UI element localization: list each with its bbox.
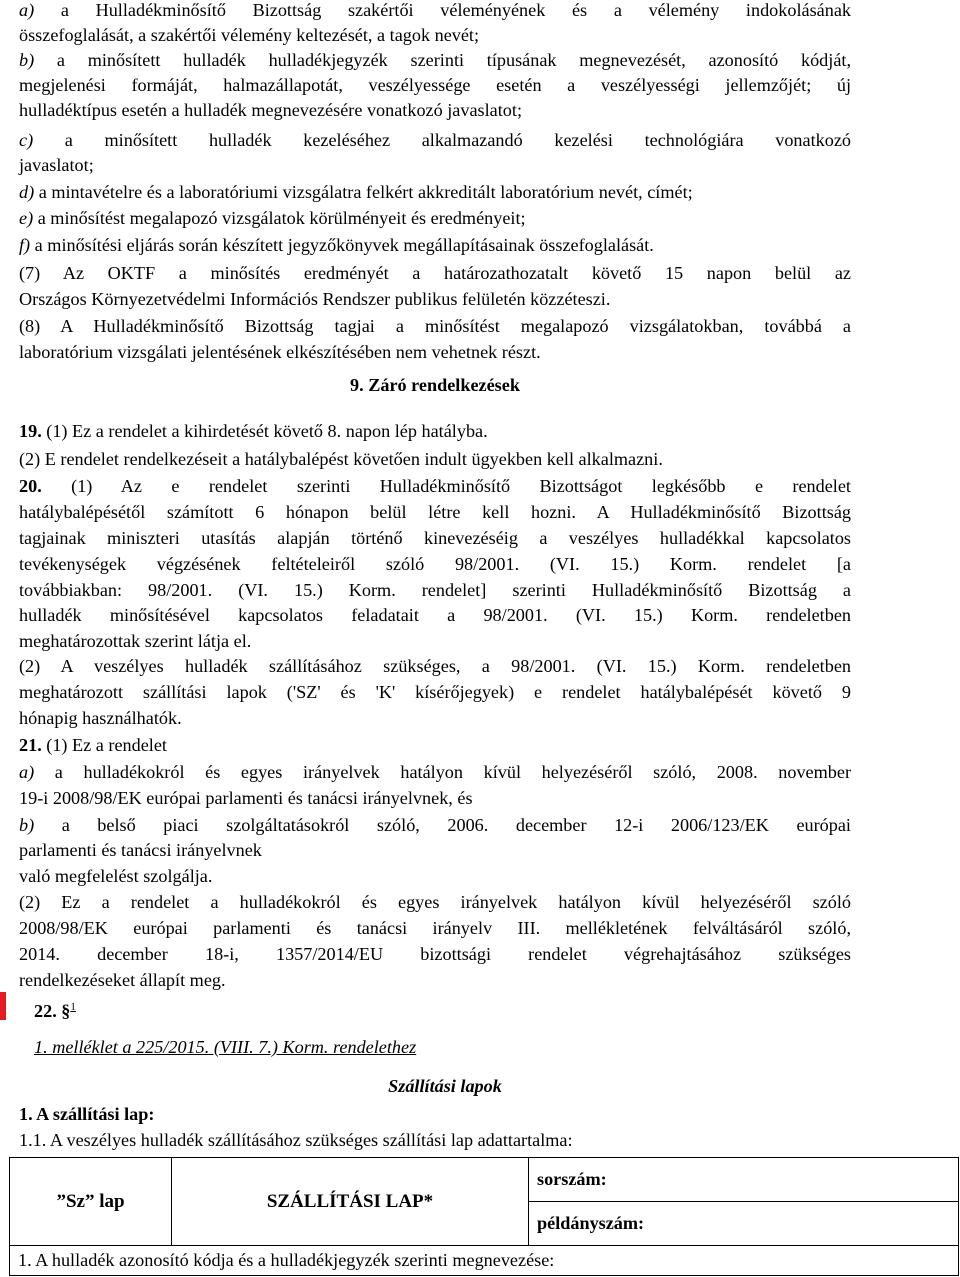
text: (1) Az e rendelet szerinti Hulladékminősítő Bizottságot legkésőbb e rendelet <box>41 476 851 496</box>
item-a-line1 <box>19 0 851 21</box>
art-20-line1 <box>19 476 851 497</box>
text: továbbiakban: 98/2001. (VI. 15.) Korm. rendelet] szerinti Hulladékminősítő Bizottság a <box>19 580 851 600</box>
item-e <box>19 208 851 229</box>
text: (2) A veszélyes hulladék szállításához szükséges, a 98/2001. (VI. 15.) Korm. rendeletben <box>19 656 851 676</box>
item-b-line2 <box>19 75 851 96</box>
item-d <box>19 182 851 203</box>
text: (2) Ez a rendelet a hulladékokról és egyes irányelvek hatályon kívül helyezéséről szóló <box>19 892 851 912</box>
art-20-line6 <box>19 605 851 626</box>
text: összefoglalását, a szakértői vélemény keltezését, a tagok nevét; <box>19 25 480 45</box>
art-20-line4 <box>19 554 851 575</box>
text: a minősítési eljárás során készített jegyzőkönyvek megállapításainak összefoglalását. <box>30 235 654 255</box>
item-label: a) <box>19 0 35 20</box>
section-heading <box>19 375 851 396</box>
annex-title <box>34 1037 866 1058</box>
item-c-line1 <box>19 130 851 151</box>
item-label: b) <box>19 815 35 835</box>
peldanyszam-label: példányszám: <box>537 1213 645 1233</box>
art-21-para2-line2 <box>19 918 851 939</box>
text: a minősítést megalapozó vizsgálatok körülményeit és eredményeit; <box>33 208 526 228</box>
text: rendelkezéseket állapít meg. <box>19 970 226 990</box>
text: tevékenységek végzésének feltételeiről szóló 98/2001. (VI. 15.) Korm. rendelet [a <box>19 554 851 574</box>
para-7-line2 <box>19 289 851 310</box>
text: meghatározott szállítási lapok ('SZ' és 'K' kísérőjegyek) e rendelet hatálybalépését követő 9 <box>19 682 851 702</box>
title-cell <box>172 1158 529 1246</box>
text: 2014. december 18-i, 1357/2014/EU bizottsági rendelet végrehajtásához szükséges <box>19 944 851 964</box>
text: a hulladékokról és egyes irányelvek hatályon kívül helyezéséről szóló, 2008. november <box>34 762 851 782</box>
item-b-line1 <box>19 50 851 71</box>
art-21-a-line1 <box>19 762 851 783</box>
section-1-heading <box>19 1104 851 1125</box>
text: (7) Az OKTF a minősítés eredményét a határozathozatalt követő 15 napon belül az <box>19 263 851 283</box>
item-a-line2 <box>19 25 851 46</box>
art-19-para-1 <box>19 421 851 442</box>
text: 2008/98/EK európai parlamenti és tanácsi irányelv III. mellékletének felváltásáról szóló, <box>19 918 851 938</box>
text: 1.1. A veszélyes hulladék szállításához szükséges szállítási lap adattartalma: <box>19 1130 573 1150</box>
transport-form-table <box>9 1157 959 1276</box>
text: megjelenési formáját, halmazállapotát, veszélyessége esetén a veszélyességi jellemzőjét; új <box>19 75 851 95</box>
text: (2) E rendelet rendelkezéseit a hatálybalépést követően indult ügyekben kell alkalmazni. <box>19 449 663 469</box>
text: (8) A Hulladékminősítő Bizottság tagjai a minősítést megalapozó vizsgálatokban, továbbá a <box>19 316 851 336</box>
art-21-para2-line1 <box>19 892 851 913</box>
para-8-line1 <box>19 316 851 337</box>
text: javaslatot; <box>19 155 94 175</box>
text: parlamenti és tanácsi irányelvnek <box>19 840 262 860</box>
text: a minősített hulladék hulladékjegyzék szerinti típusának megnevezését, azonosító kódját, <box>34 50 851 70</box>
text: 1. A szállítási lap: <box>19 1104 155 1124</box>
art-20-line2 <box>19 502 851 523</box>
item-label: f) <box>19 235 31 255</box>
text: hónapig használhatók. <box>19 708 182 728</box>
art-21-para2-line4 <box>19 970 851 991</box>
row1-text: 1. A hulladék azonosító kódja és a hulladékjegyzék szerinti megnevezése: <box>18 1250 555 1270</box>
annex-subtitle <box>29 1076 861 1097</box>
article-number: 19. <box>19 421 42 441</box>
item-label: a) <box>19 762 35 782</box>
footnote-link[interactable]: 1 <box>70 1001 76 1013</box>
sorszam-cell <box>529 1158 959 1202</box>
text: 19-i 2008/98/EK európai parlamenti és tanácsi irányelvnek, és <box>19 788 473 808</box>
text: meghatározottak szerint látja el. <box>19 631 252 651</box>
item-b-line3 <box>19 100 851 121</box>
peldanyszam-cell <box>529 1202 959 1246</box>
text: a mintavételre és a laboratóriumi vizsgálatra felkért akkreditált laboratórium nevét, címét; <box>34 182 693 202</box>
text: Országos Környezetvédelmi Információs Rendszer publikus felületén közzéteszi. <box>19 289 611 309</box>
art-21-intro <box>19 735 851 756</box>
item-f <box>19 235 851 256</box>
sz-lap-cell <box>10 1158 172 1246</box>
para-7-line1 <box>19 263 851 284</box>
heading-text: 9. Záró rendelkezések <box>350 375 520 395</box>
article-number: 20. <box>19 476 42 496</box>
art-21-a-line2 <box>19 788 851 809</box>
art-21-b-line2 <box>19 840 851 861</box>
text: hulladéktípus esetén a hulladék megnevezésére vonatkozó javaslatot; <box>19 100 522 120</box>
sorszam-label: sorszám: <box>537 1169 607 1189</box>
art-22 <box>34 997 866 1022</box>
art-21-closing <box>19 866 851 887</box>
text: hatálybalépésétől számított 6 hónapon belül létre kell hozni. A Hulladékminősítő Bizottság <box>19 502 851 522</box>
text: laboratórium vizsgálati jelentésének elkészítésében nem vehetnek részt. <box>19 342 541 362</box>
art-20-line3 <box>19 528 851 549</box>
item-label: d) <box>19 182 35 202</box>
art-20-line5 <box>19 580 851 601</box>
art-19-para-2 <box>19 449 851 470</box>
text: hulladék minősítésével kapcsolatos feladatait a 98/2001. (VI. 15.) Korm. rendeletben <box>19 605 851 625</box>
text: § <box>56 1001 71 1022</box>
form-title: SZÁLLÍTÁSI LAP* <box>266 1190 434 1212</box>
art-20-para2-line1 <box>19 656 851 677</box>
item-label: c) <box>19 130 34 150</box>
art-20-line7 <box>19 631 851 652</box>
art-20-para2-line2 <box>19 682 851 703</box>
row1-cell <box>10 1246 959 1276</box>
text: való megfelelést szolgálja. <box>19 866 213 886</box>
sz-lap-label: ”Sz” lap <box>56 1190 125 1212</box>
art-21-b-line1 <box>19 815 851 836</box>
art-20-para2-line3 <box>19 708 851 729</box>
item-label: b) <box>19 50 35 70</box>
text: a Hulladékminősítő Bizottság szakértői véleményének és a vélemény indokolásának <box>34 0 851 20</box>
art-21-para2-line3 <box>19 944 851 965</box>
section-1-1 <box>19 1130 851 1151</box>
item-c-line2 <box>19 155 851 176</box>
text: tagjainak miniszteri utasítás alapján történő kinevezéséig a veszélyes hulladékkal kapcsolatos <box>19 528 851 548</box>
article-number: 22. <box>34 1001 57 1022</box>
article-number: 21. <box>19 735 42 755</box>
text: (1) Ez a rendelet <box>41 735 167 755</box>
text: a minősített hulladék kezeléséhez alkalmazandó kezelési technológiára vonatkozó <box>33 130 851 150</box>
text: a belső piaci szolgáltatásokról szóló, 2006. december 12-i 2006/123/EK európai <box>34 815 851 835</box>
item-label: e) <box>19 208 34 228</box>
text: Szállítási lapok <box>388 1076 502 1096</box>
text: 1. melléklet a 225/2015. (VIII. 7.) Korm. rendelethez <box>34 1037 417 1057</box>
para-8-line2 <box>19 342 851 363</box>
text: (1) Ez a rendelet a kihirdetését követő 8. napon lép hatályba. <box>41 421 488 441</box>
change-marker-bar <box>0 992 6 1020</box>
